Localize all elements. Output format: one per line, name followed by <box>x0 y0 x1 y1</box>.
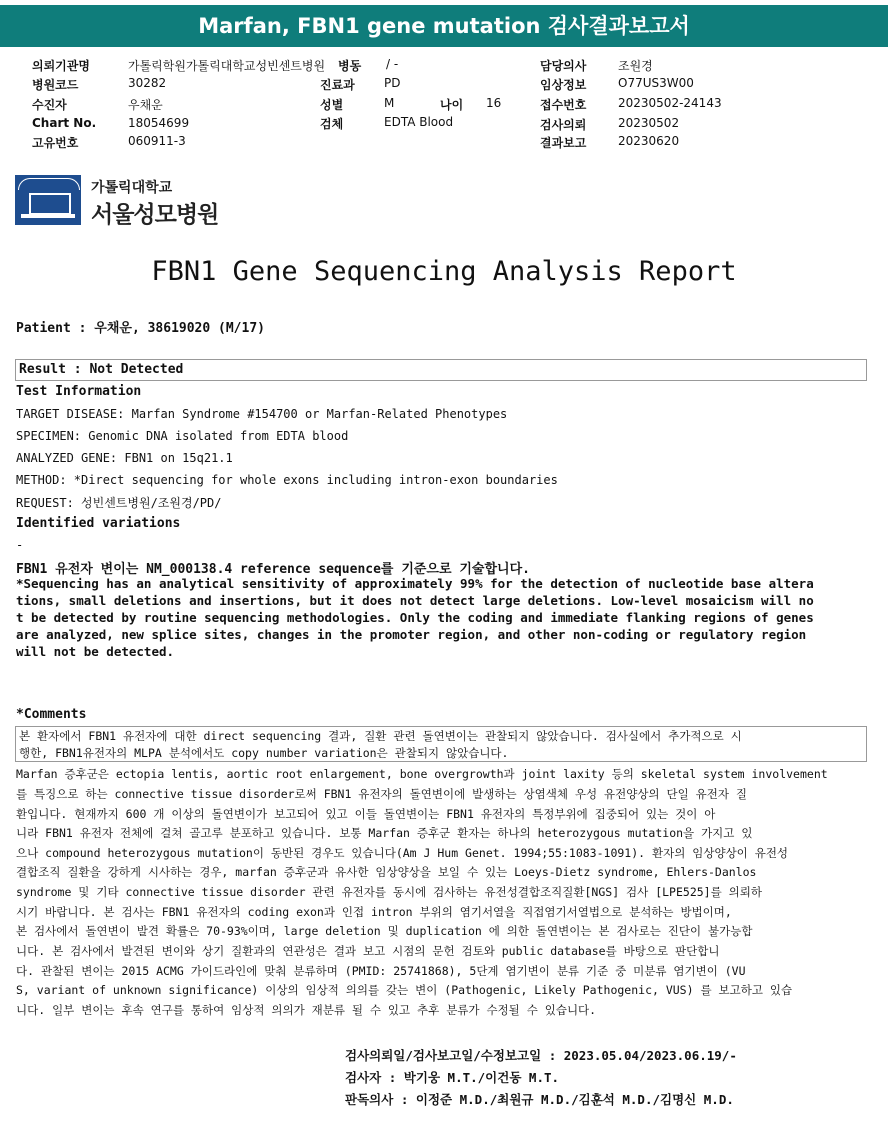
receipt-no-value: 20230502-24143 <box>618 96 722 110</box>
specimen-info: SPECIMEN: Genomic DNA isolated from EDTA blood <box>16 429 349 443</box>
doctor-value: 조원경 <box>618 59 653 73</box>
comments-heading: *Comments <box>16 707 87 722</box>
identified-heading: Identified variations <box>16 516 181 531</box>
dept-value: PD <box>384 76 401 90</box>
hospital-value: 가톨릭학원가톨릭대학교성빈센트병원 <box>128 59 326 73</box>
report-banner-title: Marfan, FBN1 gene mutation 검사결과보고서 <box>0 5 888 47</box>
ward-value: / - <box>386 57 399 71</box>
chart-no-label: Chart No. <box>32 116 97 130</box>
doctor-label: 담당의사 <box>540 59 587 73</box>
comment-line: 니라 FBN1 유전자 전체에 걸쳐 골고루 분포하고 있습니다. 보통 Marfan 증후군 환자는 하나의 heterozygous mutation을 가지고 있 <box>16 826 753 840</box>
method-info: METHOD: *Direct sequencing for whole exons including intron-exon boundaries <box>16 473 558 487</box>
hospital-name-main: 서울성모병원 <box>91 202 219 228</box>
report-date-value: 20230620 <box>618 134 680 148</box>
unique-id-label: 고유번호 <box>32 136 79 150</box>
comment-line: 환입니다. 현재까지 600 개 이상의 돌연변이가 보고되어 있고 이들 돌연변이는 FBN1 유전자의 특정부위에 집중되어 있는 것이 아 <box>16 807 716 821</box>
sex-label: 성별 <box>320 98 344 112</box>
hospital-label: 의뢰기관명 <box>32 59 90 73</box>
hospital-code-label: 병원코드 <box>32 78 79 92</box>
sensitivity-paragraph <box>16 575 814 660</box>
comment-line: S, variant of unknown significance) 이상의 임상적 의의를 갖는 변이 (Pathogenic, Likely Pathogenic, VUS) 를 보고하고 있습 <box>16 983 793 997</box>
sensitivity-line: *Sequencing has an analytical sensitivity of approximately 99% for the detection of nucleotide base altera <box>16 576 814 591</box>
age-value: 16 <box>486 96 502 110</box>
comment-line: 결합조직 질환을 강하게 시사하는 경우, marfan 증후군과 유사한 임상양상을 보일 수 있는 Loeys-Dietz syndrome, Ehlers-Danlos <box>16 865 757 879</box>
comment-line: 본 검사에서 돌연변이 발견 확률은 70-93%이며, large deletion 및 duplication 에 의한 돌연변이는 본 검사로는 진단이 불가능합 <box>16 924 753 938</box>
dept-label: 진료과 <box>320 78 355 92</box>
specimen-label: 검체 <box>320 117 344 131</box>
clinical-info-value: O77US3W00 <box>618 76 694 90</box>
ward-label: 병동 <box>338 59 362 73</box>
request-info: REQUEST: 성빈센트병원/조원경/PD/ <box>16 496 222 510</box>
comment-line: 시기 바랍니다. 본 검사는 FBN1 유전자의 coding exon과 인접 intron 부위의 염기서열을 직접염기서열법으로 분석하는 방법이며, <box>16 905 732 919</box>
specimen-value: EDTA Blood <box>384 115 454 129</box>
analyzed-gene: ANALYZED GENE: FBN1 on 15q21.1 <box>16 451 233 465</box>
signature-dates: 검사의뢰일/검사보고일/수정보고일 : 2023.05.04/2023.06.19/- <box>345 1048 737 1063</box>
patient-name-label: 수진자 <box>32 98 67 112</box>
target-disease: TARGET DISEASE: Marfan Syndrome #154700 or Marfan-Related Phenotypes <box>16 407 508 421</box>
clinical-info-label: 임상정보 <box>540 78 587 92</box>
signature-tester: 검사자 : 박기웅 M.T./이건동 M.T. <box>345 1070 560 1085</box>
test-info-heading: Test Information <box>16 384 142 399</box>
sensitivity-line: t be detected by routine sequencing methodologies. Only the coding and immediate flanking regions of genes <box>16 610 814 625</box>
age-label: 나이 <box>440 98 464 112</box>
comment-line: syndrome 및 기타 connective tissue disorder 관련 유전자를 동시에 검사하는 유전성결합조직질환[NGS] 검사 [LPE525]를 의뢰하 <box>16 885 762 899</box>
unique-id-value: 060911-3 <box>128 134 186 148</box>
comment-line: Marfan 증후군은 ectopia lentis, aortic root enlargement, bone overgrowth과 joint laxity 등의 skeletal system involvement <box>16 767 828 781</box>
result-line: Result : Not Detected <box>19 362 184 377</box>
comment-line: 니다. 일부 변이는 후속 연구를 통하여 임상적 의의가 재분류 될 수 있고 추후 분류가 수정될 수 있습니다. <box>16 1003 597 1017</box>
comment-line: 다. 관찰된 변이는 2015 ACMG 가이드라인에 맞춰 분류하며 (PMID: 25741868), 5단계 염기변이 분류 기준 중 미분류 염기변이 (VU <box>16 964 746 978</box>
reference-note: FBN1 유전자 변이는 NM_000138.4 reference sequence를 기준으로 기술합니다. <box>16 562 530 577</box>
chart-no-value: 18054699 <box>128 116 190 130</box>
report-title: FBN1 Gene Sequencing Analysis Report <box>151 256 737 287</box>
signature-reader: 판독의사 : 이정준 M.D./최원규 M.D./김훈석 M.D./김명신 M.D. <box>345 1092 734 1107</box>
sensitivity-line: are analyzed, new splice sites, changes in the promoter region, and other non-coding or regulatory region <box>16 627 807 642</box>
sensitivity-line: tions, small deletions and insertions, but it does not detect large deletions. Low-level mosaicism will no <box>16 593 814 608</box>
comment-line: 를 특징으로 하는 connective tissue disorder로써 FBN1 유전자의 돌연변이에 발생하는 상염색체 우성 유전양상의 단일 유전자 질 <box>16 787 747 801</box>
request-date-label: 검사의뢰 <box>540 118 587 132</box>
patient-line: Patient : 우채운, 38619020 (M/17) <box>16 321 265 336</box>
request-date-value: 20230502 <box>618 116 680 130</box>
comment-summary-line: 행한, FBN1유전자의 MLPA 분석에서도 copy number variation은 관찰되지 않았습니다. <box>19 746 509 760</box>
patient-name-value: 우채운 <box>128 98 163 112</box>
identified-value: - <box>16 538 24 552</box>
report-date-label: 결과보고 <box>540 136 587 150</box>
comment-summary-line: 본 환자에서 FBN1 유전자에 대한 direct sequencing 결과, 질환 관련 돌연변이는 관찰되지 않았습니다. 검사실에서 추가적으로 시 <box>19 729 742 743</box>
hospital-code-value: 30282 <box>128 76 167 90</box>
hospital-name-top: 가톨릭대학교 <box>91 180 173 196</box>
comment-line: 니다. 본 검사에서 발견된 변이와 상기 질환과의 연관성은 결과 보고 시점의 문헌 검토와 public database를 바탕으로 판단합니 <box>16 944 720 958</box>
sex-value: M <box>384 96 395 110</box>
receipt-no-label: 접수번호 <box>540 98 587 112</box>
sensitivity-line: will not be detected. <box>16 644 175 659</box>
hospital-logo-icon <box>15 175 81 225</box>
comment-line: 으나 compound heterozygous mutation이 동반된 경우도 있습니다(Am J Hum Genet. 1994;55:1083-1091). 환자의 임상양상이 유전성 <box>16 846 789 860</box>
